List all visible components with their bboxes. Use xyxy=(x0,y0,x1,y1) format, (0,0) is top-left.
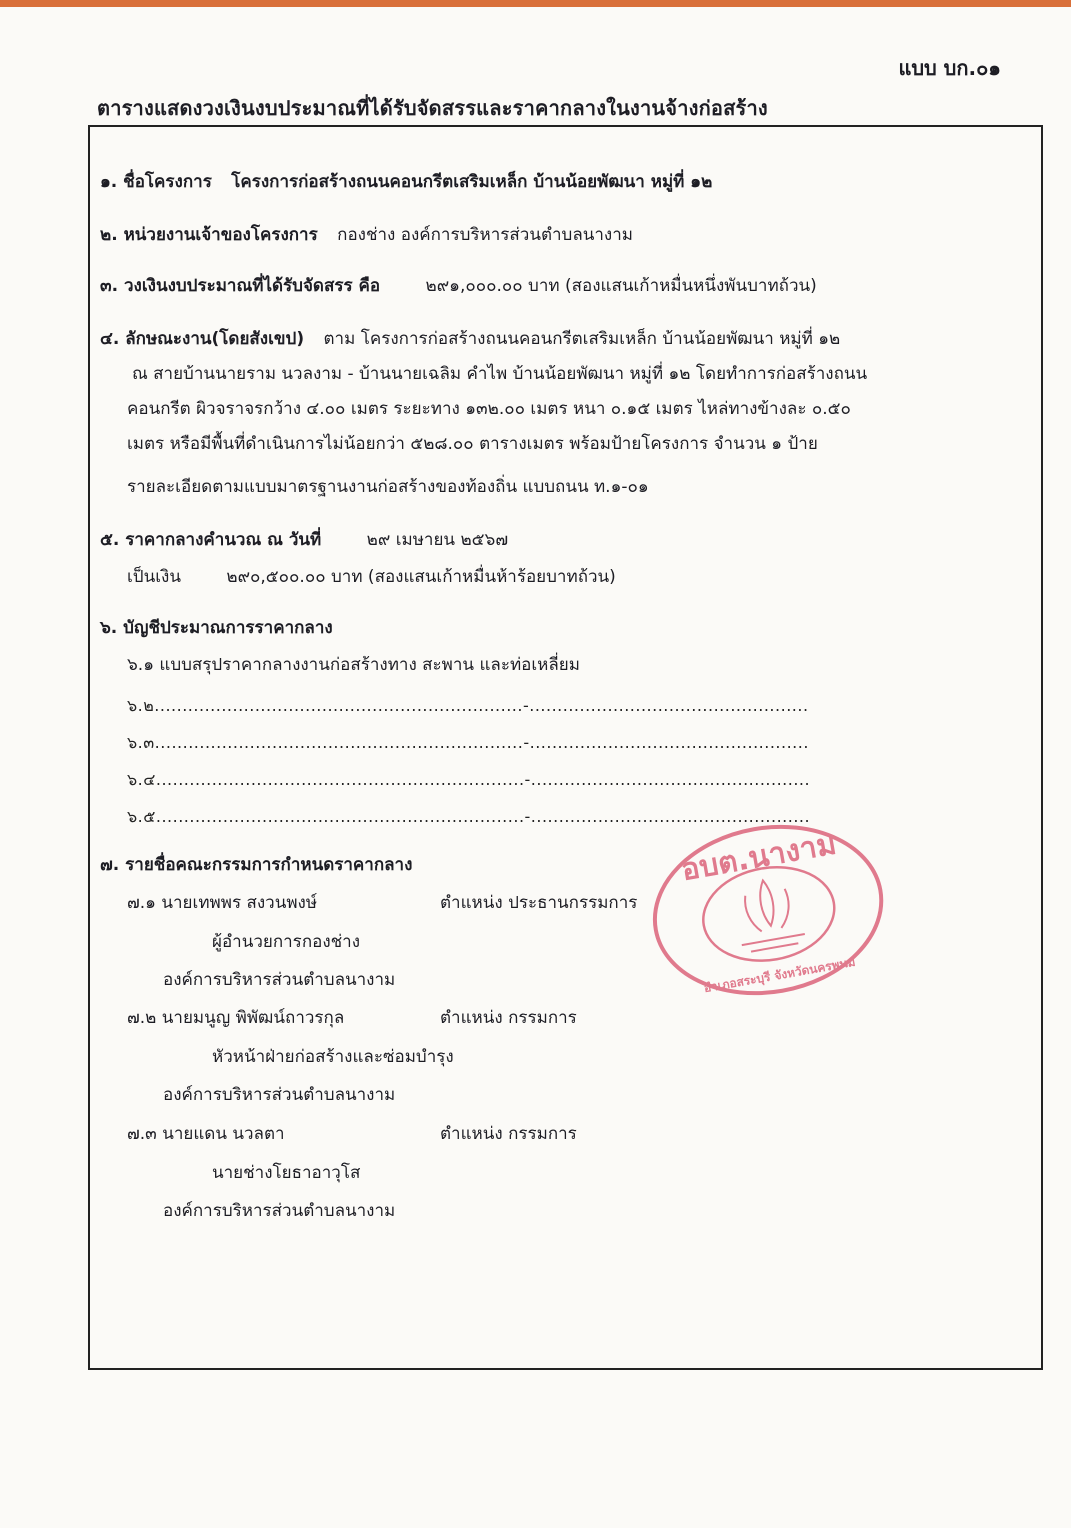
item4-line3: คอนกรีต ผิวจราจรกว้าง ๔.๐๐ เมตร ระยะทาง ๑๓๒.๐๐ เมตร หนา ๐.๑๕ เมตร ไหล่ทางข้างละ ๐.๕๐ xyxy=(127,399,851,419)
item6-sub3: ๖.๓..................................................................-.................................................. xyxy=(127,733,809,752)
member3-org: องค์การบริหารส่วนตำบลนางาม xyxy=(163,1201,396,1221)
item4-line5: รายละเอียดตามแบบมาตรฐานงานก่อสร้างของท้องถิ่น แบบถนน ท.๑-๐๑ xyxy=(127,477,649,497)
item1-label: ๑. ชื่อโครงการ xyxy=(100,172,212,192)
item5-date: ๒๙ เมษายน ๒๕๖๗ xyxy=(366,530,509,550)
item2-row xyxy=(100,225,633,246)
item5-amount-label: เป็นเงิน xyxy=(127,567,181,587)
item4-line4: เมตร หรือมีพื้นที่ดำเนินการไม่น้อยกว่า ๕๒๘.๐๐ ตารางเมตร พร้อมป้ายโครงการ จำนวน ๑ ป้าย xyxy=(127,434,818,454)
member2-position: ตำแหน่ง กรรมการ xyxy=(440,1008,577,1028)
item3-row xyxy=(100,276,817,297)
item6-sub5: ๖.๕..................................................................-.................................................. xyxy=(127,807,811,826)
top-color-strip xyxy=(0,0,1071,7)
member3-title: นายช่างโยธาอาวุโส xyxy=(212,1163,361,1183)
member1-title: ผู้อำนวยการกองช่าง xyxy=(212,932,361,952)
item7-label: ๗. รายชื่อคณะกรรมการกำหนดราคากลาง xyxy=(100,855,413,875)
item4-line1: ตาม โครงการก่อสร้างถนนคอนกรีตเสริมเหล็ก บ้านน้อยพัฒนา หมู่ที่ ๑๒ xyxy=(323,329,841,349)
item3-label: ๓. วงเงินงบประมาณที่ได้รับจัดสรร คือ xyxy=(100,276,381,296)
item6-sub1: ๖.๑ แบบสรุปราคากลางงานก่อสร้างทาง สะพาน และท่อเหลี่ยม xyxy=(127,655,580,675)
item6-sub2: ๖.๒..................................................................-.................................................. xyxy=(127,696,809,715)
item6-label: ๖. บัญชีประมาณการราคากลาง xyxy=(100,618,333,638)
member2-title: หัวหน้าฝ่ายก่อสร้างและซ่อมบำรุง xyxy=(212,1047,454,1067)
item1-value: โครงการก่อสร้างถนนคอนกรีตเสริมเหล็ก บ้านน้อยพัฒนา หมู่ที่ ๑๒ xyxy=(231,172,713,192)
member3-position: ตำแหน่ง กรรมการ xyxy=(440,1124,577,1144)
member3-name: ๗.๓ นายแดน นวลตา xyxy=(127,1124,285,1144)
member1-position: ตำแหน่ง ประธานกรรมการ xyxy=(440,893,638,913)
item6-sub4: ๖.๔..................................................................-.................................................. xyxy=(127,770,811,789)
member1-org: องค์การบริหารส่วนตำบลนางาม xyxy=(163,970,396,990)
form-code: แบบ บก.๐๑ xyxy=(898,56,1001,80)
member2-name: ๗.๒ นายมนูญ พิพัฒน์ถาวรกุล xyxy=(127,1008,345,1028)
item3-value: ๒๙๑,๐๐๐.๐๐ บาท (สองแสนเก้าหมื่นหนึ่งพันบาทถ้วน) xyxy=(425,276,817,296)
item2-label: ๒. หน่วยงานเจ้าของโครงการ xyxy=(100,225,318,245)
stamp-bottom-text: อำเภอสระบุรี จังหวัดนครพนม xyxy=(702,954,857,996)
item5-row xyxy=(100,530,508,551)
item2-value: กองช่าง องค์การบริหารส่วนตำบลนางาม xyxy=(337,225,633,245)
member2-org: องค์การบริหารส่วนตำบลนางาม xyxy=(163,1085,396,1105)
stamp-top-text: อบต.นางาม xyxy=(678,826,839,889)
item5-amount-row xyxy=(127,567,616,588)
item5-amount: ๒๙๐,๕๐๐.๐๐ บาท (สองแสนเก้าหมื่นห้าร้อยบาทถ้วน) xyxy=(226,567,616,587)
item5-label: ๕. ราคากลางคำนวณ ณ วันที่ xyxy=(100,530,322,550)
item1-row xyxy=(100,172,712,193)
item4-row xyxy=(100,329,840,350)
item4-line2: ณ สายบ้านนายราม นวลงาม - บ้านนายเฉลิม คำไพ บ้านน้อยพัฒนา หมู่ที่ ๑๒ โดยทำการก่อสร้างถนน xyxy=(132,364,868,384)
document-title: ตารางแสดงวงเงินงบประมาณที่ได้รับจัดสรรและราคากลางในงานจ้างก่อสร้าง xyxy=(97,96,768,120)
item4-label: ๔. ลักษณะงาน(โดยสังเขป) xyxy=(100,329,305,349)
member1-name: ๗.๑ นายเทพพร สงวนพงษ์ xyxy=(127,893,318,913)
